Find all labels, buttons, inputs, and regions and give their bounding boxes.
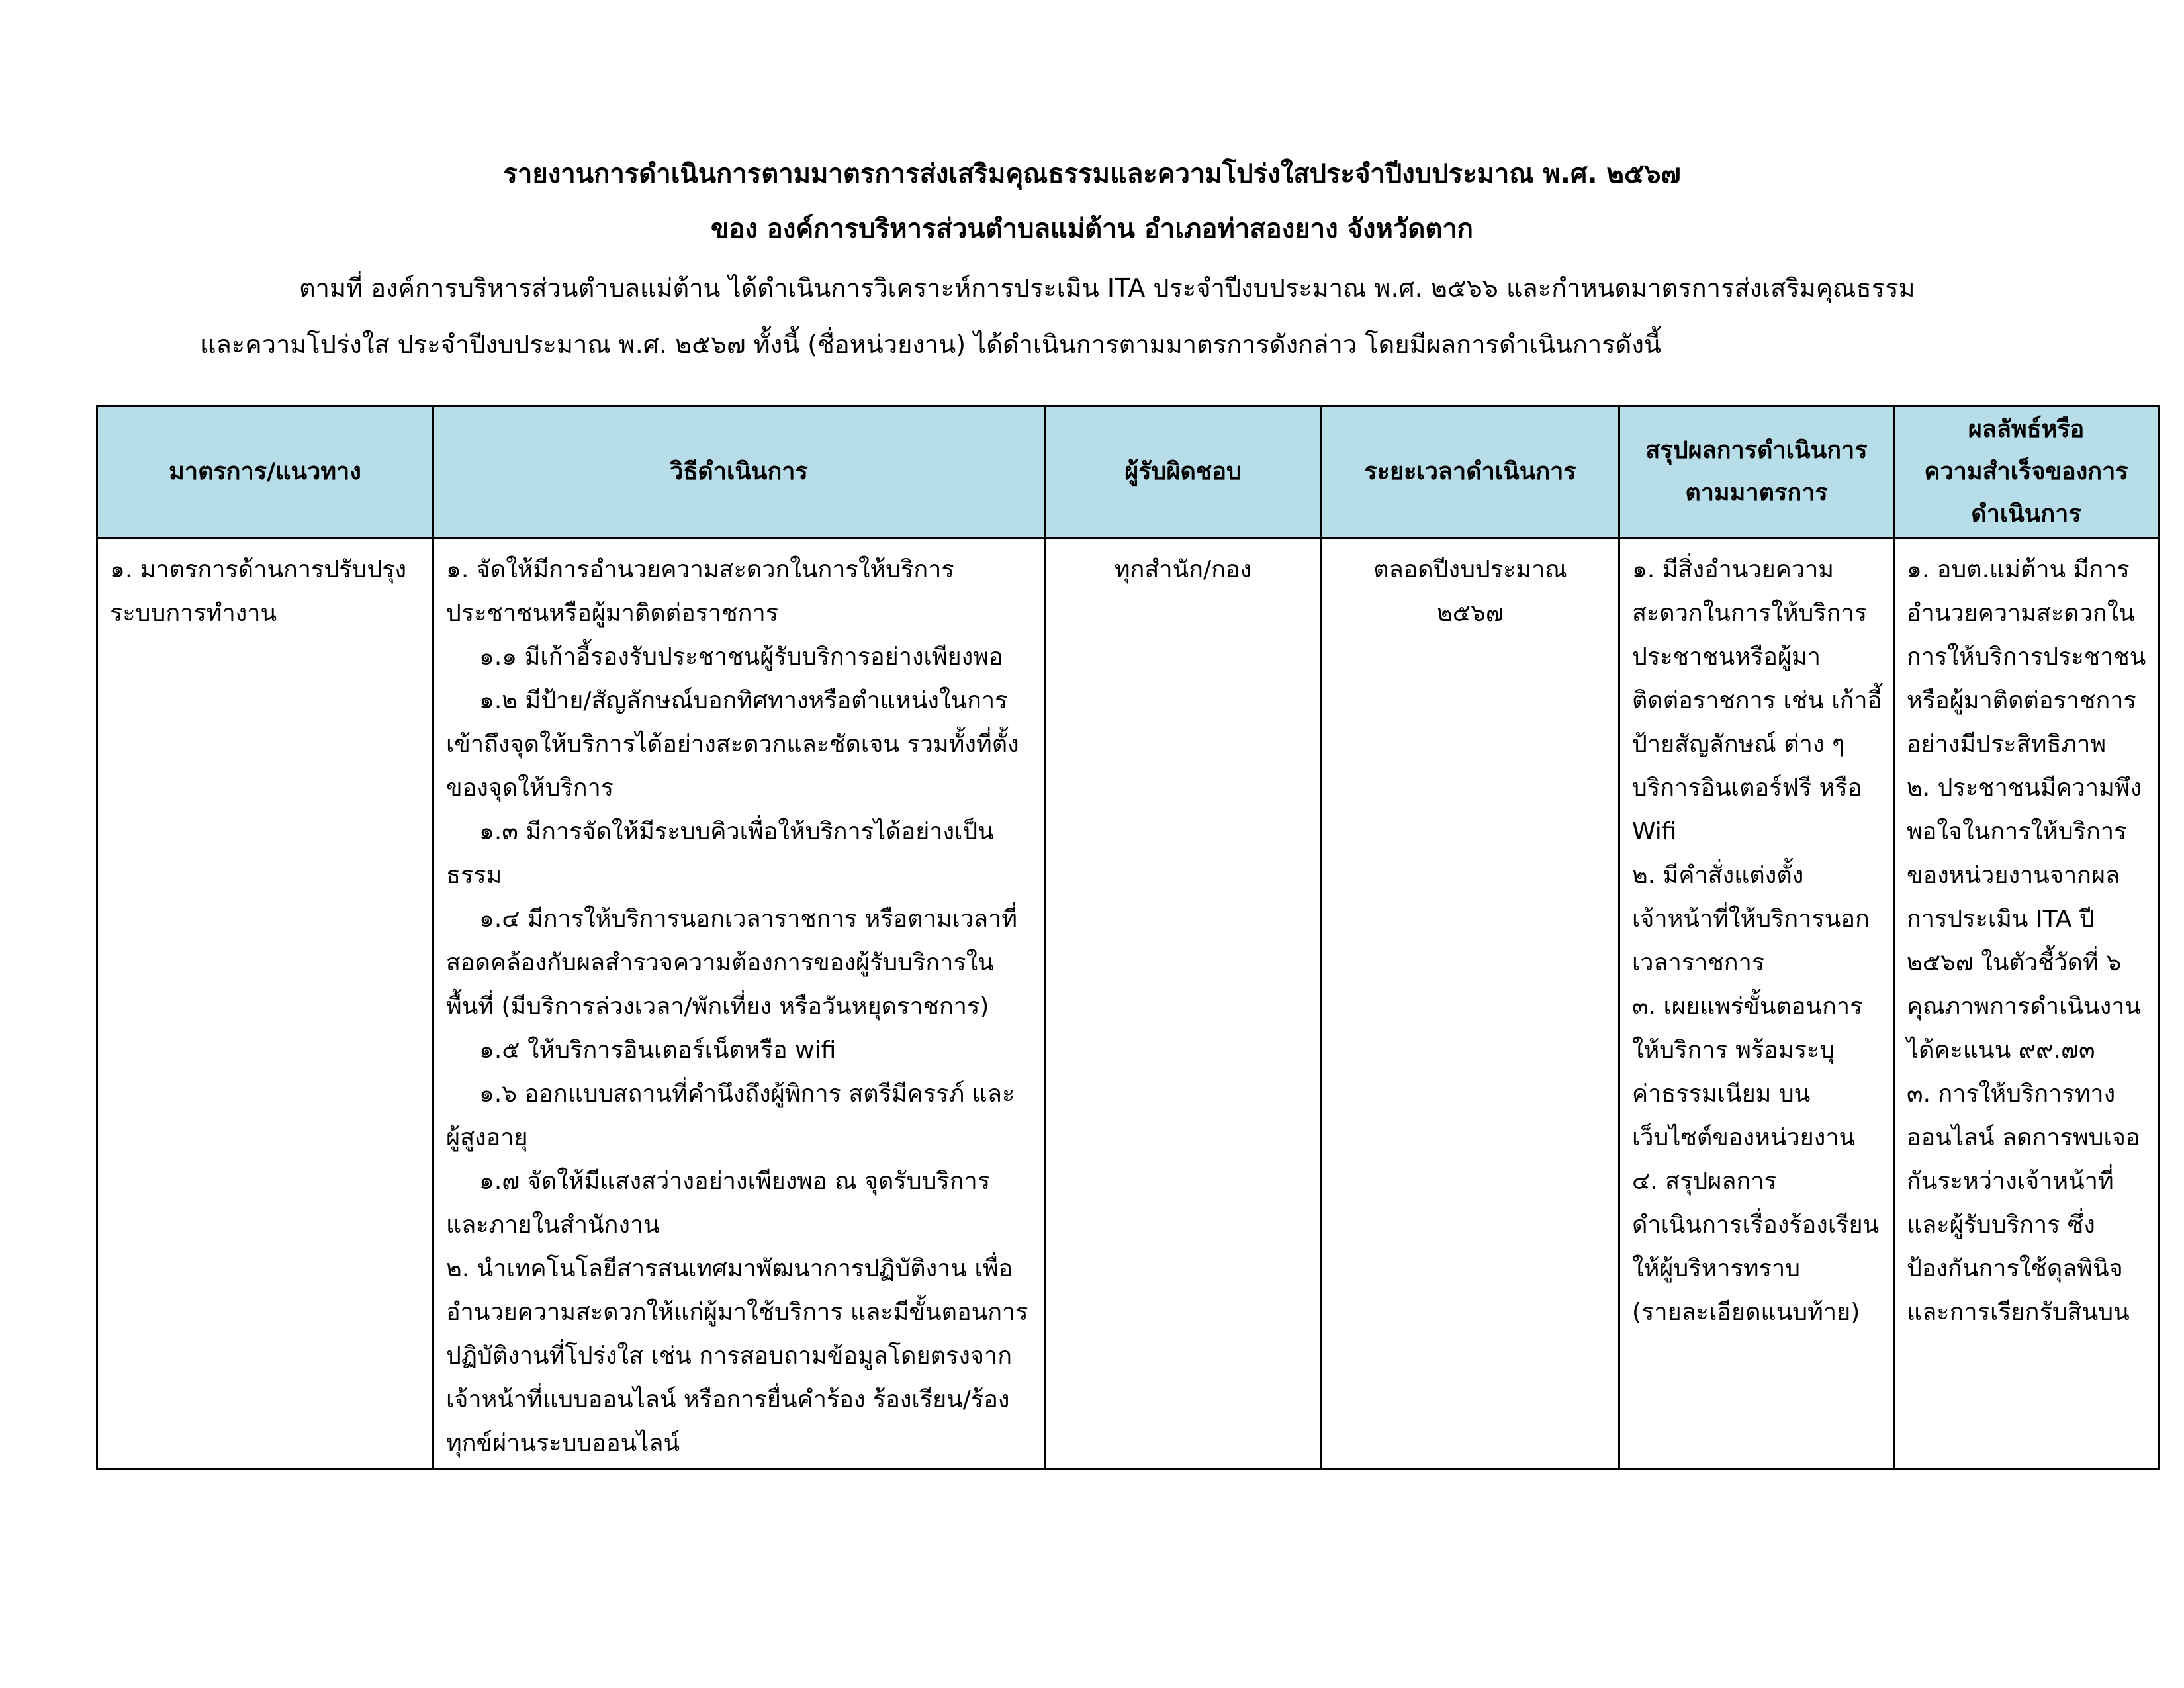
method-line: ๑.๑ มีเก้าอี้รองรับประชาชนผู้รับบริการอย่างเพียงพอ [479, 643, 1003, 671]
header-method: วิธีดำเนินการ [433, 406, 1045, 538]
header-summary [1619, 406, 1894, 538]
method-line: ๑. จัดให้มีการอำนวยความสะดวกในการให้บริการ [446, 556, 954, 583]
header-summary-line: ตามมาตรการ [1685, 479, 1828, 506]
result-line: อำนวยความสะดวกใน [1907, 600, 2135, 627]
summary-line: ๑. มีสิ่งอำนวยความ [1632, 556, 1835, 583]
result-line: คุณภาพการดำเนินงาน [1907, 993, 2142, 1020]
header-responsible: ผู้รับผิดชอบ [1045, 406, 1322, 538]
result-line: หรือผู้มาติดต่อราชการ [1907, 687, 2136, 714]
header-period: ระยะเวลาดำเนินการ [1322, 406, 1619, 538]
table-header-row [97, 406, 2159, 538]
summary-line: เจ้าหน้าที่ให้บริการนอก [1632, 906, 1870, 933]
result-line: ๒๕๖๗ ในตัวชี้วัดที่ ๖ [1907, 949, 2122, 976]
responsible-cell [1045, 538, 1322, 1470]
method-line: ๒. นำเทคโนโลยีสารสนเทศมาพัฒนาการปฏิบัติงาน เพื่อ [446, 1255, 1013, 1282]
header-measure: มาตรการ/แนวทาง [97, 406, 433, 538]
summary-line: ติดต่อราชการ เช่น เก้าอี้ [1632, 687, 1882, 714]
header-result-line: ความสำเร็จของการ [1924, 458, 2128, 485]
summary-line: สะดวกในการให้บริการ [1632, 600, 1868, 627]
result-line: ๓. การให้บริการทาง [1907, 1080, 2116, 1107]
period-line: ตลอดปีงบประมาณ [1373, 556, 1567, 583]
measures-table [96, 405, 2160, 1470]
responsible-text: ทุกสำนัก/กอง [1114, 556, 1252, 583]
result-line: และการเรียกรับสินบน [1907, 1299, 2130, 1326]
method-line: ๑.๔ มีการให้บริการนอกเวลาราชการ หรือตามเวลาที่ [479, 906, 1018, 933]
summary-line: ค่าธรรมเนียม บน [1632, 1080, 1811, 1107]
summary-cell [1619, 538, 1894, 1470]
result-line: ของหน่วยงานจากผล [1907, 862, 2120, 889]
header-result-line: ดำเนินการ [1971, 500, 2081, 528]
summary-line: ป้ายสัญลักษณ์ ต่าง ๆ [1632, 731, 1845, 758]
result-line: ป้องกันการใช้ดุลพินิจ [1907, 1255, 2123, 1282]
method-line: ๑.๓ มีการจัดให้มีระบบคิวเพื่อให้บริการได้อย่างเป็น [479, 818, 994, 845]
period-line: ๒๕๖๗ [1437, 600, 1504, 627]
summary-line: เวลาราชการ [1632, 949, 1765, 976]
result-line: และผู้รับบริการ ซึ่ง [1907, 1211, 2095, 1239]
method-line: ปฏิบัติงานที่โปร่งใส เช่น การสอบถามข้อมูลโดยตรงจาก [446, 1342, 1013, 1370]
measure-line: ๑. มาตรการด้านการปรับปรุง [110, 556, 407, 583]
summary-line: Wifi [1632, 818, 1677, 845]
header-summary-line: สรุปผลการดำเนินการ [1645, 437, 1868, 464]
method-line: และภายในสำนักงาน [446, 1211, 660, 1239]
summary-line: เว็บไซต์ของหน่วยงาน [1632, 1124, 1856, 1151]
table-row [97, 538, 2159, 1470]
result-line: อย่างมีประสิทธิภาพ [1907, 731, 2107, 758]
organization-title: ของ องค์การบริหารส่วนตำบลแม่ต้าน อำเภอท่าสองยาง จังหวัดตาก [710, 214, 1474, 244]
method-line: ของจุดให้บริการ [446, 774, 614, 802]
measure-cell [97, 538, 433, 1470]
result-line: กันระหว่างเจ้าหน้าที่ [1907, 1168, 2114, 1195]
method-line: เจ้าหน้าที่แบบออนไลน์ หรือการยื่นคำร้อง ร้องเรียน/ร้อง [446, 1386, 1010, 1413]
result-line: ได้คะแนน ๙๙.๗๓ [1907, 1037, 2095, 1064]
result-line: การประเมิน ITA ปี [1907, 906, 2095, 933]
summary-line: ๔. สรุปผลการ [1632, 1168, 1777, 1195]
result-line: ๑. อบต.แม่ต้าน มีการ [1907, 556, 2130, 583]
header-result-line: ผลลัพธ์หรือ [1968, 416, 2085, 443]
summary-line: ๓. เผยแพร่ขั้นตอนการ [1632, 993, 1863, 1020]
method-line: ๑.๖ ออกแบบสถานที่คำนึงถึงผู้พิการ สตรีมีครรภ์ และ [479, 1080, 1015, 1107]
measure-line: ระบบการทำงาน [110, 600, 277, 627]
method-line: ๑.๕ ให้บริการอินเตอร์เน็ตหรือ wifi [479, 1037, 837, 1064]
summary-line: (รายละเอียดแนบท้าย) [1632, 1299, 1860, 1326]
summary-line: บริการอินเตอร์ฟรี หรือ [1632, 774, 1862, 802]
result-line: พอใจในการให้บริการ [1907, 818, 2127, 845]
method-line: ๑.๗ จัดให้มีแสงสว่างอย่างเพียงพอ ณ จุดรับบริการ [479, 1168, 991, 1195]
result-line: การให้บริการประชาชน [1907, 643, 2146, 671]
header-result [1894, 406, 2159, 538]
intro-line-1: ตามที่ องค์การบริหารส่วนตำบลแม่ต้าน ได้ดำเนินการวิเคราะห์การประเมิน ITA ประจำปีงบประมาณ พ.ศ. ๒๕๖๖ และกำหนดมาตรการส่งเสริมคุณธรรม [299, 273, 1915, 303]
method-line: สอดคล้องกับผลสำรวจความต้องการของผู้รับบริการใน [446, 949, 994, 976]
result-line: ออนไลน์ ลดการพบเจอ [1907, 1124, 2140, 1151]
method-line: พื้นที่ (มีบริการล่วงเวลา/พักเที่ยง หรือวันหยุดราชการ) [446, 993, 989, 1020]
method-line: เข้าถึงจุดให้บริการได้อย่างสะดวกและชัดเจน รวมทั้งที่ตั้ง [446, 731, 1019, 758]
method-line: ผู้สูงอายุ [446, 1124, 528, 1151]
method-line: ๑.๒ มีป้าย/สัญลักษณ์บอกทิศทางหรือตำแหน่งในการ [479, 687, 1008, 714]
method-line: ประชาชนหรือผู้มาติดต่อราชการ [446, 600, 779, 627]
summary-line: ดำเนินการเรื่องร้องเรียน [1632, 1211, 1880, 1239]
intro-line-2: และความโปร่งใส ประจำปีงบประมาณ พ.ศ. ๒๕๖๗ ทั้งนี้ (ชื่อหน่วยงาน) ได้ดำเนินการตามมาตรการดังกล่าว โดยมีผลการดำเนินการดังนี้ [200, 330, 1661, 359]
summary-line: ประชาชนหรือผู้มา [1632, 643, 1821, 671]
summary-line: ให้ผู้บริหารทราบ [1632, 1255, 1801, 1282]
report-title: รายงานการดำเนินการตามมาตรการส่งเสริมคุณธรรมและความโปร่งใสประจำปีงบประมาณ พ.ศ. ๒๕๖๗ [503, 159, 1681, 189]
period-cell [1322, 538, 1619, 1470]
method-line: ธรรม [446, 862, 502, 889]
summary-line: ให้บริการ พร้อมระบุ [1632, 1037, 1835, 1064]
method-cell [433, 538, 1045, 1470]
result-cell [1894, 538, 2159, 1470]
method-line: อำนวยความสะดวกให้แก่ผู้มาใช้บริการ และมีขั้นตอนการ [446, 1299, 1028, 1326]
summary-line: ๒. มีคำสั่งแต่งตั้ง [1632, 862, 1804, 889]
result-line: ๒. ประชาชนมีความพึง [1907, 774, 2142, 802]
method-line: ทุกข์ผ่านระบบออนไลน์ [446, 1430, 680, 1457]
